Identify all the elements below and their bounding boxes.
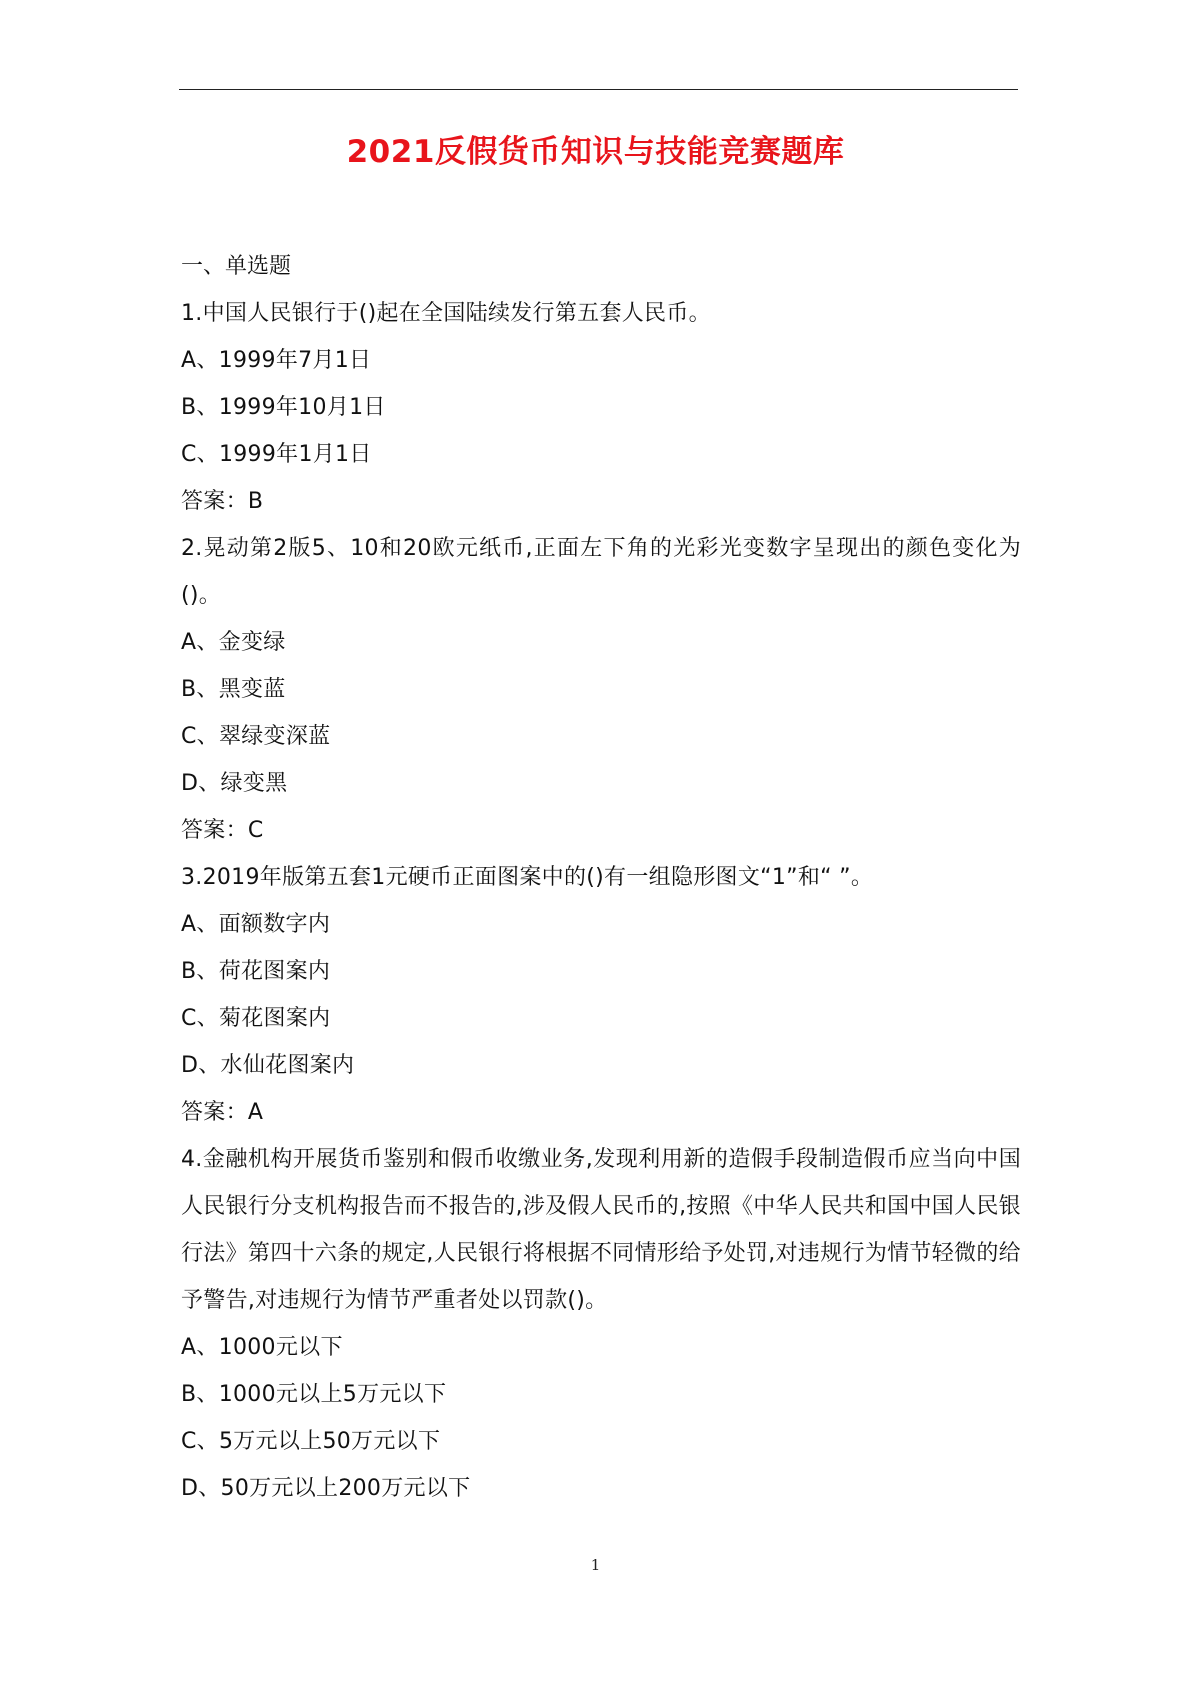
option-a: A、面额数字内	[181, 912, 331, 937]
question-stem: 1.中国人民银行于()起在全国陆续发行第五套人民币。	[181, 301, 711, 326]
header-rule	[179, 89, 1018, 90]
question-stem: 3.2019年版第五套1元硬币正面图案中的()有一组隐形图文“1”和“ ”。	[181, 865, 874, 890]
option-d: D、绿变黑	[181, 771, 288, 796]
option-a: A、1000元以下	[181, 1335, 343, 1360]
option-c: C、翠绿变深蓝	[181, 724, 331, 749]
question-stem: 4.金融机构开展货币鉴别和假币收缴业务,发现利用新的造假手段制造假币应当向中国人民银行分支机构报告而不报告的,涉及假人民币的,按照《中华人民共和国中国人民银行法》第四十六条的规定,人民银行将根据不同情形给予处罚,对违规行为情节轻微的给予警告,对违规行为情节严重者处以罚款()。	[181, 1147, 1021, 1313]
option-c: C、菊花图案内	[181, 1006, 331, 1031]
answer: 答案：C	[181, 818, 264, 843]
option-c: C、1999年1月1日	[181, 442, 372, 467]
option-b: B、1000元以上5万元以下	[181, 1382, 447, 1407]
option-a: A、金变绿	[181, 630, 286, 655]
option-c: C、5万元以上50万元以下	[181, 1429, 441, 1454]
question-4	[181, 1136, 1021, 1512]
option-b: B、1999年10月1日	[181, 395, 386, 420]
option-b: B、黑变蓝	[181, 677, 286, 702]
page-number: 1	[590, 1556, 601, 1574]
answer: 答案：A	[181, 1100, 264, 1125]
answer: 答案：B	[181, 489, 264, 514]
question-stem: 2.晃动第2版5、10和20欧元纸币,正面左下角的光彩光变数字呈现出的颜色变化为()。	[181, 536, 1021, 608]
section-heading: 一、单选题	[181, 254, 292, 279]
document-body	[181, 243, 1021, 1512]
option-d: D、50万元以上200万元以下	[181, 1476, 471, 1501]
document-title: 2021反假货币知识与技能竞赛题库	[346, 134, 845, 170]
question-3	[181, 854, 1021, 1136]
question-2	[181, 525, 1021, 854]
question-1	[181, 290, 1021, 525]
option-a: A、1999年7月1日	[181, 348, 372, 373]
option-d: D、水仙花图案内	[181, 1053, 355, 1078]
option-b: B、荷花图案内	[181, 959, 331, 984]
